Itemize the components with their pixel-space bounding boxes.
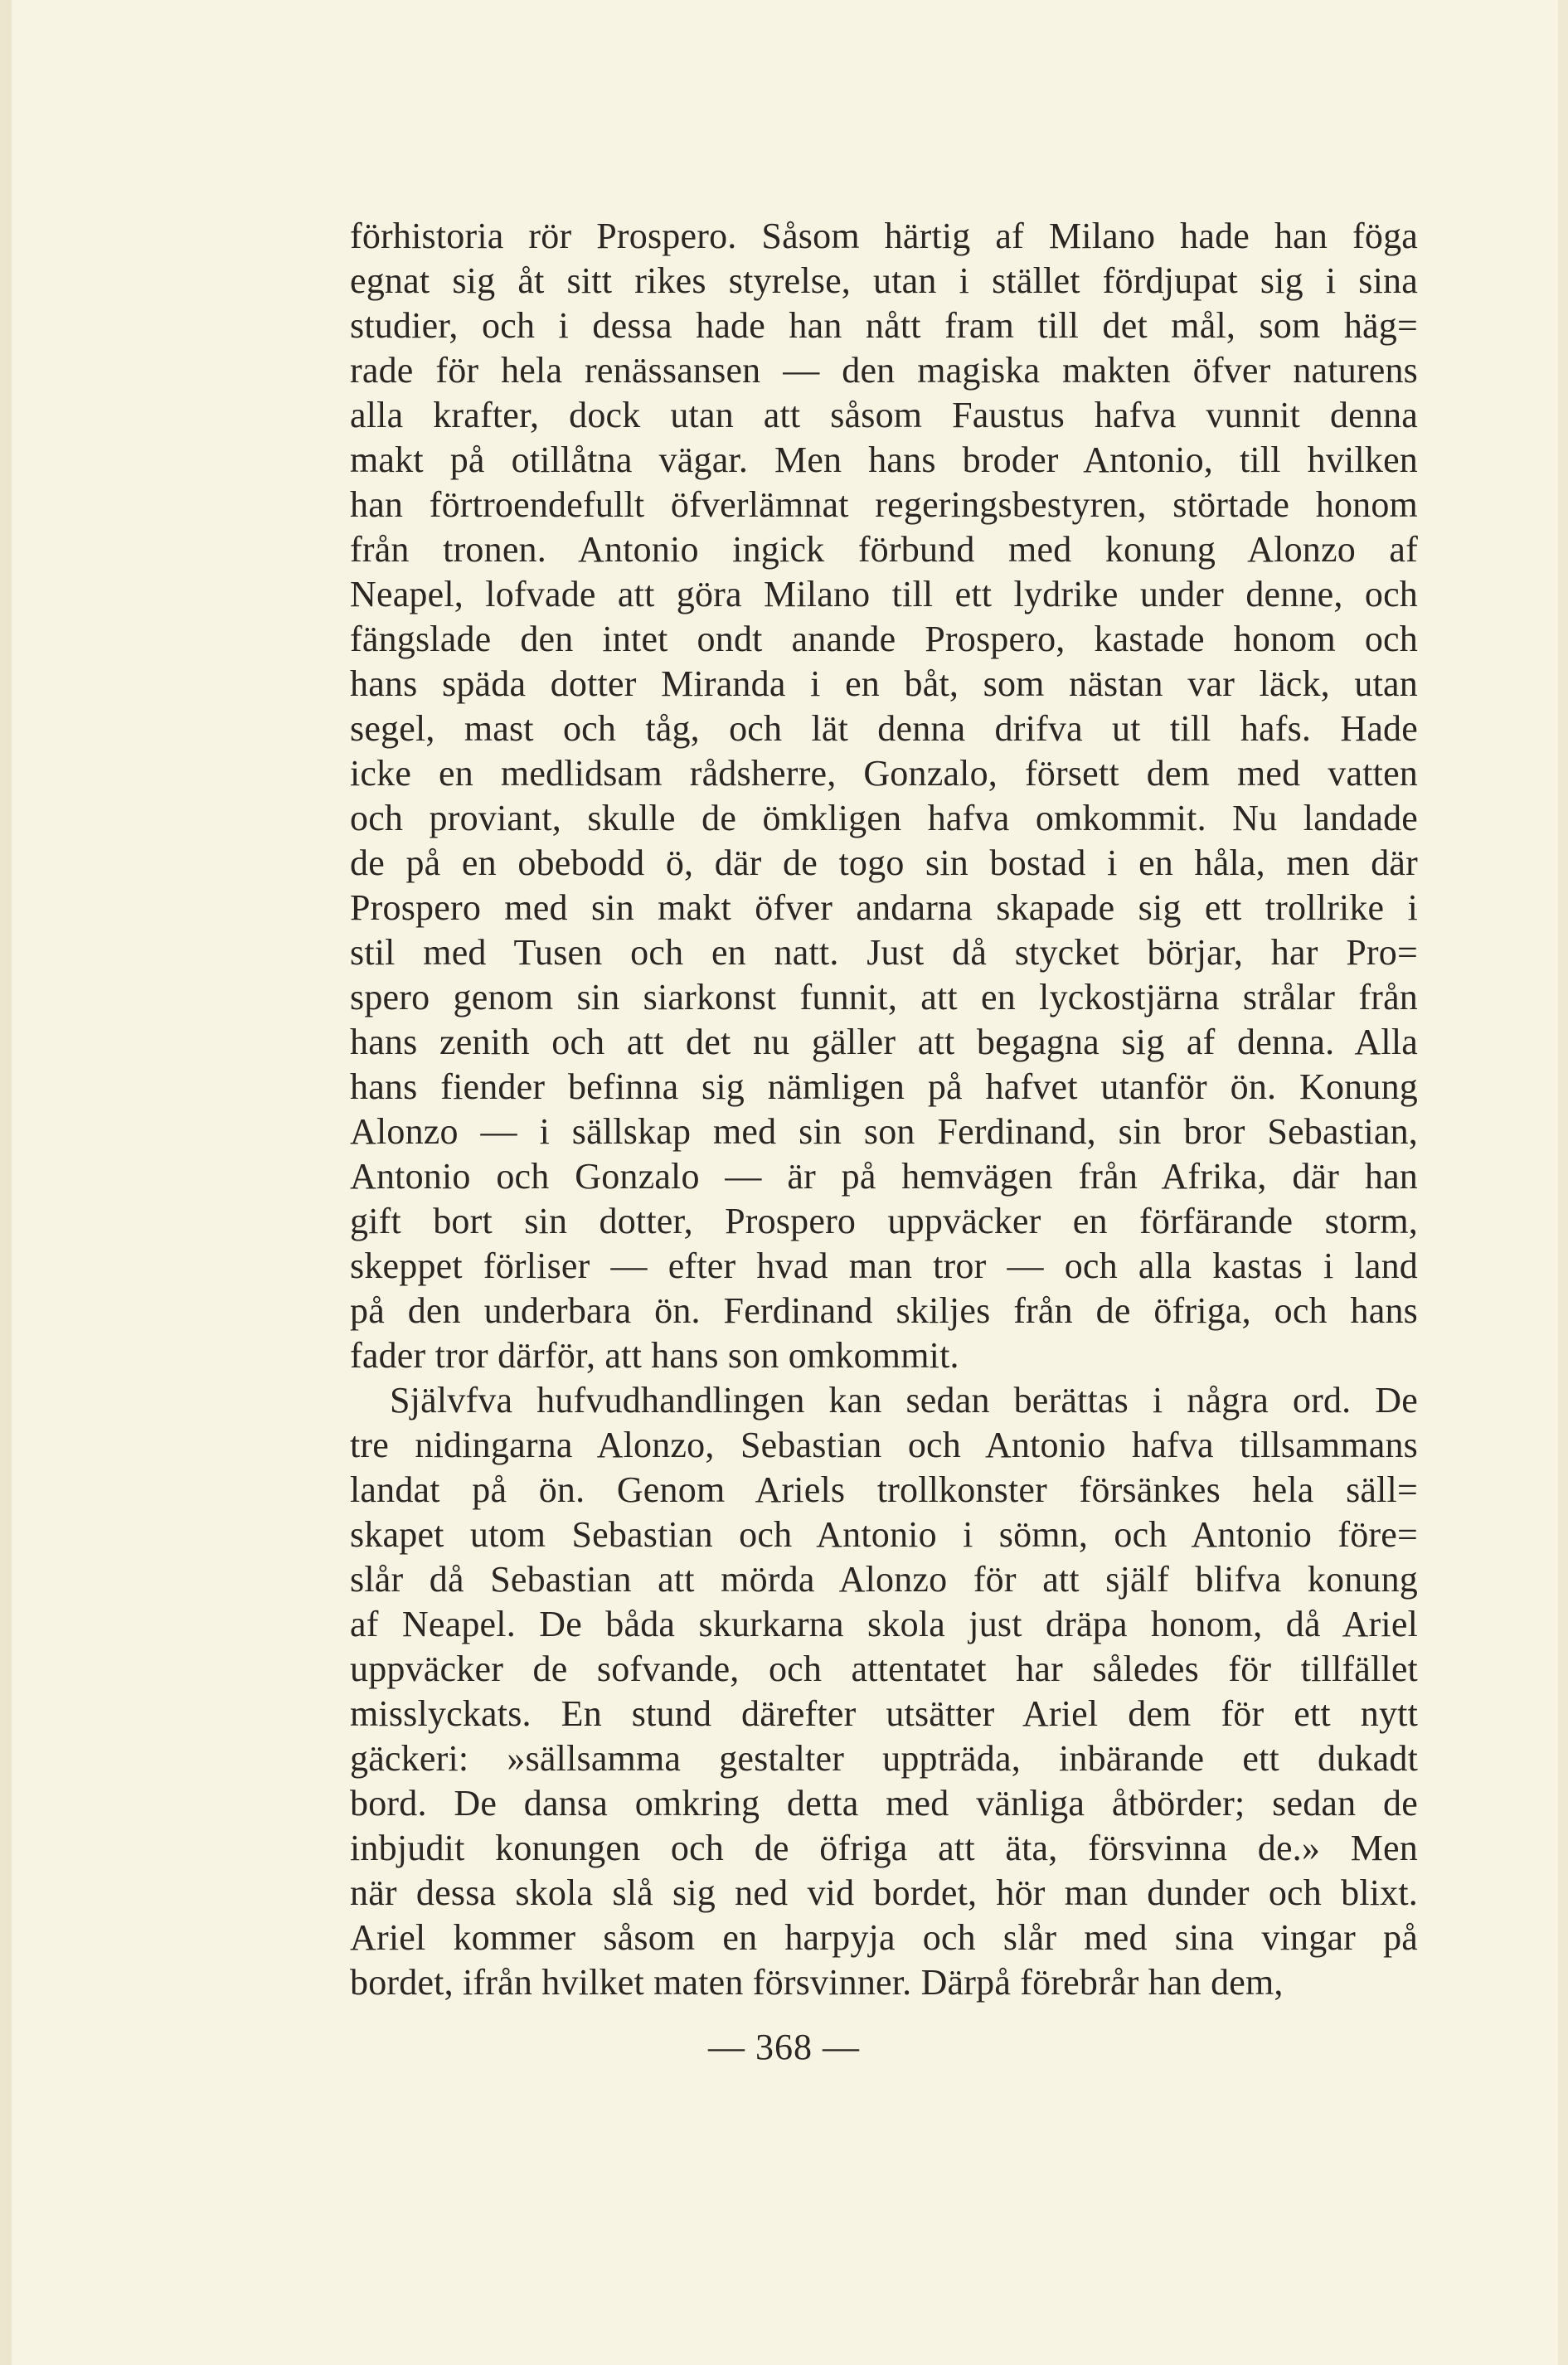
text-line: Alonzo — i sällskap med sin son Ferdinand, sin bror Sebastian, [350, 1111, 1418, 1152]
text-line: makt på otillåtna vägar. Men hans broder Antonio, till hvilken [350, 439, 1418, 480]
text-line: egnat sig åt sitt rikes styrelse, utan i stället fördjupat sig i sina [350, 260, 1418, 301]
text-line: de på en obebodd ö, där de togo sin bostad i en håla, men där [350, 843, 1418, 883]
text-line: spero genom sin siarkonst funnit, att en lyckostjärna strålar från [350, 977, 1418, 1017]
body-text [350, 214, 1418, 2005]
text-line: Neapel, lofvade att göra Milano till ett lydrike under denne, och [350, 574, 1418, 614]
page-number: — 368 — [708, 2027, 860, 2067]
text-line: tre nidingarna Alonzo, Sebastian och Antonio hafva tillsammans [350, 1425, 1418, 1465]
text-line: fader tror därför, att hans son omkommit. [350, 1335, 959, 1376]
text-line: på den underbara ön. Ferdinand skiljes från de öfriga, och hans [350, 1290, 1418, 1331]
text-line: han förtroendefullt öfverlämnat regeringsbestyren, störtade honom [350, 484, 1418, 525]
text-line: hans zenith och att det nu gäller att begagna sig af denna. Alla [350, 1022, 1418, 1062]
text-line: Prospero med sin makt öfver andarna skapade sig ett trollrike i [350, 887, 1418, 928]
text-line: förhistoria rör Prospero. Såsom härtig af Milano hade han föga [350, 216, 1418, 256]
text-line: hans fiender befinna sig nämligen på hafvet utanför ön. Konung [350, 1066, 1418, 1107]
text-line: bordet, ifrån hvilket maten försvinner. Därpå förebrår han dem, [350, 1962, 1284, 2003]
text-line: Självfva hufvudhandlingen kan sedan berättas i några ord. De [390, 1380, 1418, 1420]
text-line: skeppet förliser — efter hvad man tror — och alla kastas i land [350, 1246, 1418, 1286]
text-line: rade för hela renässansen — den magiska makten öfver naturens [350, 350, 1418, 391]
text-line: segel, mast och tåg, och lät denna drifva ut till hafs. Hade [350, 708, 1418, 749]
text-line: när dessa skola slå sig ned vid bordet, hör man dunder och blixt. [350, 1872, 1418, 1913]
text-line: inbjudit konungen och de öfriga att äta, försvinna de.» Men [350, 1828, 1418, 1868]
paragraph [350, 1378, 1418, 2005]
paragraph [350, 214, 1418, 1378]
text-line: studier, och i dessa hade han nått fram till det mål, som häg= [350, 305, 1418, 346]
text-line: stil med Tusen och en natt. Just då stycket börjar, har Pro= [350, 932, 1418, 973]
text-line: Antonio och Gonzalo — är på hemvägen från Afrika, där han [350, 1156, 1418, 1197]
text-line: gäckeri: »sällsamma gestalter uppträda, inbärande ett dukadt [350, 1738, 1418, 1779]
text-line: Ariel kommer såsom en harpyja och slår med sina vingar på [350, 1917, 1418, 1958]
text-line: icke en medlidsam rådsherre, Gonzalo, försett dem med vatten [350, 753, 1418, 794]
text-line: misslyckats. En stund därefter utsätter Ariel dem för ett nytt [350, 1693, 1418, 1734]
text-line: uppväcker de sofvande, och attentatet har således för tillfället [350, 1649, 1418, 1689]
text-line: af Neapel. De båda skurkarna skola just dräpa honom, då Ariel [350, 1604, 1418, 1644]
text-line: hans späda dotter Miranda i en båt, som nästan var läck, utan [350, 663, 1418, 704]
text-line: landat på ön. Genom Ariels trollkonster försänkes hela säll= [350, 1469, 1418, 1510]
text-line: gift bort sin dotter, Prospero uppväcker en förfärande storm, [350, 1201, 1418, 1241]
text-line: fängslade den intet ondt anande Prospero, kastade honom och [350, 619, 1418, 659]
text-line: skapet utom Sebastian och Antonio i sömn, och Antonio före= [350, 1514, 1418, 1555]
text-line: från tronen. Antonio ingick förbund med konung Alonzo af [350, 529, 1418, 570]
text-line: bord. De dansa omkring detta med vänliga åtbörder; sedan de [350, 1783, 1418, 1824]
text-line: och proviant, skulle de ömkligen hafva omkommit. Nu landade [350, 798, 1418, 838]
text-line: slår då Sebastian att mörda Alonzo för att själf blifva konung [350, 1559, 1418, 1600]
text-line: alla krafter, dock utan att såsom Faustus hafva vunnit denna [350, 395, 1418, 435]
